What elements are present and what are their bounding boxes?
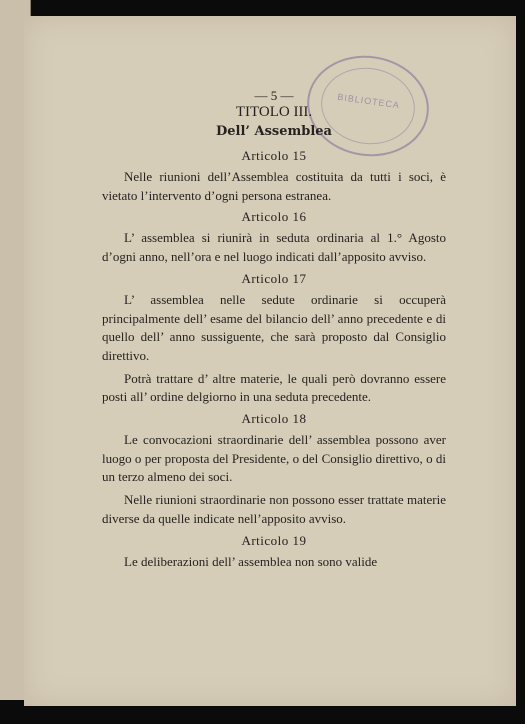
article-paragraph: L’ assemblea si riunirà in seduta ordinaria al 1.° Agosto d’ogni anno, nell’ora e nel luogo indicati dall’apposito avviso. (102, 230, 446, 265)
article-19 (102, 533, 446, 572)
article-paragraph: Le deliberazioni dell’ assemblea non sono valide (124, 553, 378, 569)
article-heading: Articolo 16 (241, 209, 307, 225)
article-paragraph: Le convocazioni straordinarie dell’ assemblea possono aver luogo o per proposta del Presidente, o del Consiglio direttivo, o di un terzo almeno dei soci. (102, 432, 446, 485)
page-number: — 5 — (254, 88, 294, 103)
article-15 (102, 148, 446, 205)
article-17 (102, 271, 446, 407)
article-paragraph: Nelle riunioni dell’Assemblea costituita da tutti i soci, è vietato l’intervento d’ogni persona estranea. (102, 169, 446, 203)
article-paragraph: Nelle riunioni straordinarie non possono esser trattate materie diverse da quelle indicate nell’apposito avviso. (102, 492, 446, 526)
article-paragraph: L’ assemblea nelle sedute ordinarie si occuperà principalmente dell’ esame del bilancio dell’ anno precedente e di quello dell’ anno sussiguente, che sarà proposto dal Consiglio direttivo. (102, 291, 446, 363)
article-18 (102, 411, 446, 529)
article-paragraph: Potrà trattare d’ altre materie, le quali però dovranno essere posti all’ ordine delgiorno in una seduta precedente. (102, 370, 446, 405)
section-heading: Dell’ Assemblea (216, 124, 332, 139)
stamp-text: BIBLIOTECA (336, 91, 401, 111)
article-16 (102, 209, 446, 266)
document-page (24, 16, 516, 706)
article-heading: Articolo 15 (241, 148, 307, 163)
article-heading: Articolo 18 (241, 411, 307, 427)
article-heading: Articolo 19 (241, 532, 307, 548)
article-heading: Articolo 17 (241, 270, 307, 286)
page-title: TITOLO III. (235, 104, 313, 120)
page-content (102, 88, 446, 575)
